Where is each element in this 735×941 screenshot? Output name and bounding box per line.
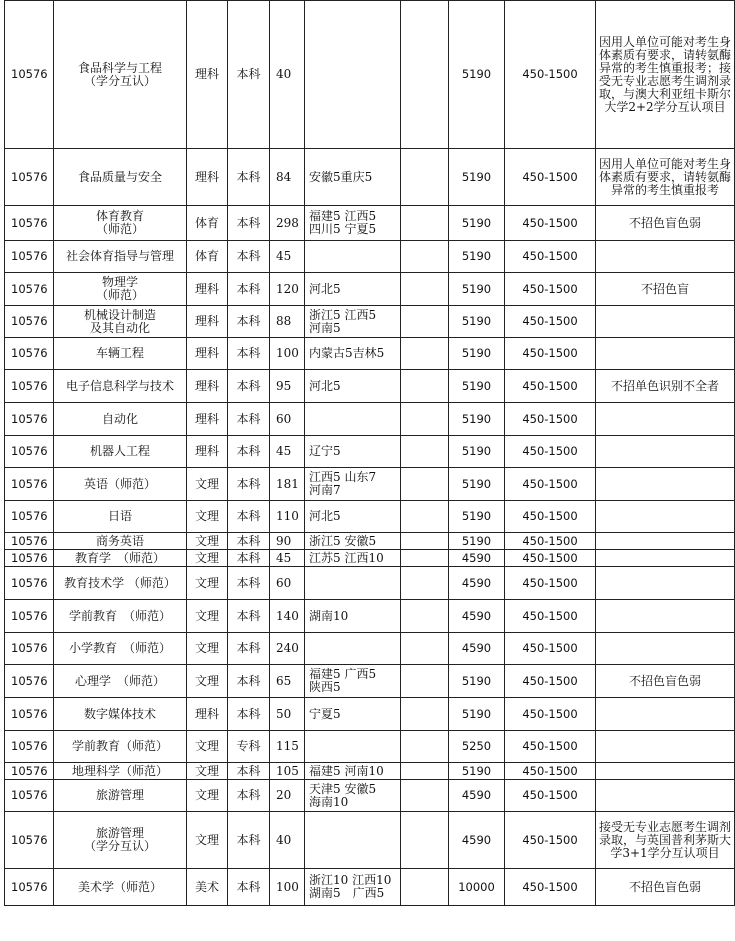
province-plan-cell — [305, 633, 401, 665]
school-code-cell: 10576 — [5, 567, 54, 600]
table-row — [5, 306, 735, 338]
accommodation-fee-cell: 450-1500 — [505, 149, 596, 206]
remarks-cell: 不招色盲 — [596, 273, 735, 306]
education-level-cell: 本科 — [228, 780, 270, 812]
table-row — [5, 665, 735, 698]
table-row — [5, 731, 735, 763]
education-level-cell: 本科 — [228, 241, 270, 273]
accommodation-fee-cell: 450-1500 — [505, 550, 596, 567]
subject-category-cell: 美术 — [187, 869, 228, 906]
subject-category-cell: 文理 — [187, 600, 228, 633]
remarks-cell — [596, 600, 735, 633]
tuition-cell: 5190 — [449, 206, 505, 241]
remarks-cell: 不招色盲色弱 — [596, 869, 735, 906]
accommodation-fee-cell: 450-1500 — [505, 600, 596, 633]
table-row — [5, 241, 735, 273]
plan-count-cell: 88 — [270, 306, 305, 338]
tuition-cell: 10000 — [449, 869, 505, 906]
education-level-cell: 本科 — [228, 665, 270, 698]
blank-cell — [401, 149, 449, 206]
tuition-cell: 5190 — [449, 241, 505, 273]
subject-category-cell: 文理 — [187, 533, 228, 550]
major-name-cell: 日语 — [54, 501, 187, 533]
school-code-cell: 10576 — [5, 436, 54, 468]
table-row — [5, 812, 735, 869]
major-name-cell: 商务英语 — [54, 533, 187, 550]
education-level-cell: 本科 — [228, 501, 270, 533]
education-level-cell: 本科 — [228, 206, 270, 241]
tuition-cell: 5190 — [449, 533, 505, 550]
plan-count-cell: 40 — [270, 812, 305, 869]
blank-cell — [401, 533, 449, 550]
major-name-cell: 数字媒体技术 — [54, 698, 187, 731]
plan-count-cell: 140 — [270, 600, 305, 633]
table-row — [5, 780, 735, 812]
school-code-cell: 10576 — [5, 306, 54, 338]
table-row — [5, 273, 735, 306]
plan-count-cell: 20 — [270, 780, 305, 812]
blank-cell — [401, 206, 449, 241]
subject-category-cell: 文理 — [187, 665, 228, 698]
province-plan-cell: 江西5 山东7 河南7 — [305, 468, 401, 501]
education-level-cell: 本科 — [228, 869, 270, 906]
plan-count-cell: 181 — [270, 468, 305, 501]
accommodation-fee-cell: 450-1500 — [505, 698, 596, 731]
remarks-cell — [596, 241, 735, 273]
subject-category-cell: 理科 — [187, 698, 228, 731]
school-code-cell: 10576 — [5, 273, 54, 306]
accommodation-fee-cell: 450-1500 — [505, 241, 596, 273]
major-name-cell: 地理科学（师范） — [54, 763, 187, 780]
province-plan-cell: 浙江5 江西5 河南5 — [305, 306, 401, 338]
remarks-cell — [596, 306, 735, 338]
tuition-cell: 5190 — [449, 436, 505, 468]
blank-cell — [401, 338, 449, 370]
major-name-cell: 教育学 （师范） — [54, 550, 187, 567]
education-level-cell: 本科 — [228, 436, 270, 468]
table-row — [5, 370, 735, 403]
remarks-cell: 不招单色识别不全者 — [596, 370, 735, 403]
province-plan-cell: 内蒙古5吉林5 — [305, 338, 401, 370]
accommodation-fee-cell: 450-1500 — [505, 273, 596, 306]
accommodation-fee-cell: 450-1500 — [505, 403, 596, 436]
blank-cell — [401, 306, 449, 338]
plan-count-cell: 90 — [270, 533, 305, 550]
accommodation-fee-cell: 450-1500 — [505, 567, 596, 600]
education-level-cell: 本科 — [228, 273, 270, 306]
major-name-cell: 食品科学与工程 （学分互认） — [54, 1, 187, 149]
province-plan-cell: 福建5 江西5 四川5 宁夏5 — [305, 206, 401, 241]
major-name-cell: 小学教育 （师范） — [54, 633, 187, 665]
remarks-cell — [596, 403, 735, 436]
table-row — [5, 436, 735, 468]
plan-count-cell: 95 — [270, 370, 305, 403]
major-name-cell: 旅游管理 （学分互认） — [54, 812, 187, 869]
province-plan-cell: 湖南10 — [305, 600, 401, 633]
subject-category-cell: 理科 — [187, 149, 228, 206]
major-name-cell: 车辆工程 — [54, 338, 187, 370]
plan-count-cell: 45 — [270, 241, 305, 273]
table-row — [5, 698, 735, 731]
education-level-cell: 本科 — [228, 533, 270, 550]
major-name-cell: 英语（师范） — [54, 468, 187, 501]
table-row — [5, 206, 735, 241]
school-code-cell: 10576 — [5, 338, 54, 370]
remarks-cell — [596, 550, 735, 567]
major-name-cell: 学前教育 （师范） — [54, 600, 187, 633]
accommodation-fee-cell: 450-1500 — [505, 338, 596, 370]
accommodation-fee-cell: 450-1500 — [505, 812, 596, 869]
school-code-cell: 10576 — [5, 780, 54, 812]
accommodation-fee-cell: 450-1500 — [505, 501, 596, 533]
subject-category-cell: 理科 — [187, 273, 228, 306]
tuition-cell: 5190 — [449, 468, 505, 501]
tuition-cell: 4590 — [449, 550, 505, 567]
subject-category-cell: 理科 — [187, 436, 228, 468]
school-code-cell: 10576 — [5, 633, 54, 665]
school-code-cell: 10576 — [5, 1, 54, 149]
table-row — [5, 533, 735, 550]
subject-category-cell: 文理 — [187, 550, 228, 567]
blank-cell — [401, 665, 449, 698]
table-row — [5, 550, 735, 567]
education-level-cell: 本科 — [228, 812, 270, 869]
blank-cell — [401, 780, 449, 812]
province-plan-cell: 福建5 广西5 陕西5 — [305, 665, 401, 698]
education-level-cell: 本科 — [228, 567, 270, 600]
blank-cell — [401, 600, 449, 633]
tuition-cell: 5190 — [449, 306, 505, 338]
major-name-cell: 机械设计制造 及其自动化 — [54, 306, 187, 338]
blank-cell — [401, 1, 449, 149]
table-row — [5, 468, 735, 501]
major-name-cell: 社会体育指导与管理 — [54, 241, 187, 273]
accommodation-fee-cell: 450-1500 — [505, 533, 596, 550]
blank-cell — [401, 370, 449, 403]
major-name-cell: 食品质量与安全 — [54, 149, 187, 206]
tuition-cell: 4590 — [449, 567, 505, 600]
table-row — [5, 567, 735, 600]
accommodation-fee-cell: 450-1500 — [505, 731, 596, 763]
subject-category-cell: 文理 — [187, 633, 228, 665]
table-row — [5, 633, 735, 665]
blank-cell — [401, 273, 449, 306]
education-level-cell: 专科 — [228, 731, 270, 763]
province-plan-cell: 福建5 河南10 — [305, 763, 401, 780]
tuition-cell: 5190 — [449, 1, 505, 149]
remarks-cell — [596, 436, 735, 468]
province-plan-cell — [305, 241, 401, 273]
blank-cell — [401, 698, 449, 731]
accommodation-fee-cell: 450-1500 — [505, 1, 596, 149]
school-code-cell: 10576 — [5, 206, 54, 241]
education-level-cell: 本科 — [228, 370, 270, 403]
table-row — [5, 763, 735, 780]
plan-count-cell: 50 — [270, 698, 305, 731]
plan-count-cell: 120 — [270, 273, 305, 306]
tuition-cell: 5250 — [449, 731, 505, 763]
plan-count-cell: 60 — [270, 403, 305, 436]
accommodation-fee-cell: 450-1500 — [505, 306, 596, 338]
remarks-cell — [596, 698, 735, 731]
blank-cell — [401, 812, 449, 869]
education-level-cell: 本科 — [228, 403, 270, 436]
table-row — [5, 869, 735, 906]
accommodation-fee-cell: 450-1500 — [505, 436, 596, 468]
subject-category-cell: 文理 — [187, 763, 228, 780]
tuition-cell: 4590 — [449, 780, 505, 812]
remarks-cell — [596, 468, 735, 501]
plan-count-cell: 45 — [270, 436, 305, 468]
school-code-cell: 10576 — [5, 869, 54, 906]
enrollment-plan-table — [4, 0, 735, 906]
subject-category-cell: 文理 — [187, 501, 228, 533]
school-code-cell: 10576 — [5, 763, 54, 780]
tuition-cell: 5190 — [449, 149, 505, 206]
blank-cell — [401, 550, 449, 567]
school-code-cell: 10576 — [5, 501, 54, 533]
blank-cell — [401, 436, 449, 468]
school-code-cell: 10576 — [5, 533, 54, 550]
plan-count-cell: 115 — [270, 731, 305, 763]
education-level-cell: 本科 — [228, 1, 270, 149]
major-name-cell: 物理学 （师范） — [54, 273, 187, 306]
school-code-cell: 10576 — [5, 149, 54, 206]
subject-category-cell: 文理 — [187, 780, 228, 812]
major-name-cell: 心理学 （师范） — [54, 665, 187, 698]
major-name-cell: 教育技术学 （师范） — [54, 567, 187, 600]
blank-cell — [401, 468, 449, 501]
remarks-cell — [596, 763, 735, 780]
education-level-cell: 本科 — [228, 600, 270, 633]
province-plan-cell: 河北5 — [305, 370, 401, 403]
education-level-cell: 本科 — [228, 149, 270, 206]
education-level-cell: 本科 — [228, 468, 270, 501]
subject-category-cell: 理科 — [187, 306, 228, 338]
education-level-cell: 本科 — [228, 763, 270, 780]
major-name-cell: 体育教育 （师范） — [54, 206, 187, 241]
remarks-cell: 因用人单位可能对考生身体素质有要求，请转氨酶异常的考生慎重报考 — [596, 149, 735, 206]
school-code-cell: 10576 — [5, 370, 54, 403]
accommodation-fee-cell: 450-1500 — [505, 206, 596, 241]
major-name-cell: 美术学（师范） — [54, 869, 187, 906]
remarks-cell — [596, 731, 735, 763]
subject-category-cell: 文理 — [187, 812, 228, 869]
tuition-cell: 5190 — [449, 763, 505, 780]
education-level-cell: 本科 — [228, 633, 270, 665]
plan-count-cell: 40 — [270, 1, 305, 149]
major-name-cell: 旅游管理 — [54, 780, 187, 812]
major-name-cell: 机器人工程 — [54, 436, 187, 468]
accommodation-fee-cell: 450-1500 — [505, 763, 596, 780]
tuition-cell: 5190 — [449, 338, 505, 370]
remarks-cell: 接受无专业志愿考生调剂录取，与英国普利茅斯大学3+1学分互认项目 — [596, 812, 735, 869]
enrollment-plan-table-sheet — [4, 0, 732, 940]
blank-cell — [401, 241, 449, 273]
remarks-cell — [596, 567, 735, 600]
table-row — [5, 600, 735, 633]
province-plan-cell: 浙江10 江西10 湖南5 广西5 — [305, 869, 401, 906]
school-code-cell: 10576 — [5, 403, 54, 436]
school-code-cell: 10576 — [5, 550, 54, 567]
remarks-cell — [596, 533, 735, 550]
plan-count-cell: 100 — [270, 869, 305, 906]
blank-cell — [401, 501, 449, 533]
blank-cell — [401, 403, 449, 436]
plan-count-cell: 60 — [270, 567, 305, 600]
tuition-cell: 5190 — [449, 698, 505, 731]
province-plan-cell: 浙江5 安徽5 — [305, 533, 401, 550]
school-code-cell: 10576 — [5, 812, 54, 869]
plan-count-cell: 105 — [270, 763, 305, 780]
subject-category-cell: 体育 — [187, 206, 228, 241]
school-code-cell: 10576 — [5, 698, 54, 731]
accommodation-fee-cell: 450-1500 — [505, 633, 596, 665]
tuition-cell: 4590 — [449, 812, 505, 869]
school-code-cell: 10576 — [5, 731, 54, 763]
accommodation-fee-cell: 450-1500 — [505, 780, 596, 812]
subject-category-cell: 理科 — [187, 370, 228, 403]
school-code-cell: 10576 — [5, 468, 54, 501]
blank-cell — [401, 763, 449, 780]
blank-cell — [401, 633, 449, 665]
tuition-cell: 5190 — [449, 501, 505, 533]
accommodation-fee-cell: 450-1500 — [505, 370, 596, 403]
table-row — [5, 501, 735, 533]
province-plan-cell — [305, 812, 401, 869]
school-code-cell: 10576 — [5, 600, 54, 633]
blank-cell — [401, 869, 449, 906]
plan-count-cell: 65 — [270, 665, 305, 698]
province-plan-cell: 河北5 — [305, 501, 401, 533]
accommodation-fee-cell: 450-1500 — [505, 468, 596, 501]
remarks-cell: 因用人单位可能对考生身体素质有要求，请转氨酶异常的考生慎重报考；接受无专业志愿考生调剂录取，与澳大利亚纽卡斯尔大学2+2学分互认项目 — [596, 1, 735, 149]
tuition-cell: 5190 — [449, 403, 505, 436]
education-level-cell: 本科 — [228, 698, 270, 731]
plan-count-cell: 100 — [270, 338, 305, 370]
plan-count-cell: 298 — [270, 206, 305, 241]
province-plan-cell: 辽宁5 — [305, 436, 401, 468]
table-row — [5, 338, 735, 370]
subject-category-cell: 理科 — [187, 403, 228, 436]
subject-category-cell: 体育 — [187, 241, 228, 273]
plan-count-cell: 110 — [270, 501, 305, 533]
school-code-cell: 10576 — [5, 665, 54, 698]
tuition-cell: 5190 — [449, 273, 505, 306]
province-plan-cell — [305, 403, 401, 436]
remarks-cell — [596, 338, 735, 370]
subject-category-cell: 理科 — [187, 1, 228, 149]
tuition-cell: 5190 — [449, 370, 505, 403]
plan-count-cell: 45 — [270, 550, 305, 567]
accommodation-fee-cell: 450-1500 — [505, 869, 596, 906]
accommodation-fee-cell: 450-1500 — [505, 665, 596, 698]
table-row — [5, 1, 735, 149]
province-plan-cell — [305, 567, 401, 600]
subject-category-cell: 文理 — [187, 468, 228, 501]
province-plan-cell: 天津5 安徽5 海南10 — [305, 780, 401, 812]
blank-cell — [401, 567, 449, 600]
province-plan-cell: 江苏5 江西10 — [305, 550, 401, 567]
tuition-cell: 4590 — [449, 633, 505, 665]
table-row — [5, 149, 735, 206]
province-plan-cell: 安徽5重庆5 — [305, 149, 401, 206]
subject-category-cell: 文理 — [187, 567, 228, 600]
tuition-cell: 5190 — [449, 665, 505, 698]
school-code-cell: 10576 — [5, 241, 54, 273]
plan-count-cell: 84 — [270, 149, 305, 206]
subject-category-cell: 文理 — [187, 731, 228, 763]
major-name-cell: 电子信息科学与技术 — [54, 370, 187, 403]
province-plan-cell — [305, 1, 401, 149]
remarks-cell: 不招色盲色弱 — [596, 206, 735, 241]
plan-count-cell: 240 — [270, 633, 305, 665]
province-plan-cell: 河北5 — [305, 273, 401, 306]
education-level-cell: 本科 — [228, 306, 270, 338]
major-name-cell: 自动化 — [54, 403, 187, 436]
province-plan-cell — [305, 731, 401, 763]
remarks-cell — [596, 633, 735, 665]
remarks-cell: 不招色盲色弱 — [596, 665, 735, 698]
major-name-cell: 学前教育（师范） — [54, 731, 187, 763]
remarks-cell — [596, 780, 735, 812]
blank-cell — [401, 731, 449, 763]
table-row — [5, 403, 735, 436]
education-level-cell: 本科 — [228, 550, 270, 567]
tuition-cell: 4590 — [449, 600, 505, 633]
education-level-cell: 本科 — [228, 338, 270, 370]
province-plan-cell: 宁夏5 — [305, 698, 401, 731]
remarks-cell — [596, 501, 735, 533]
subject-category-cell: 理科 — [187, 338, 228, 370]
